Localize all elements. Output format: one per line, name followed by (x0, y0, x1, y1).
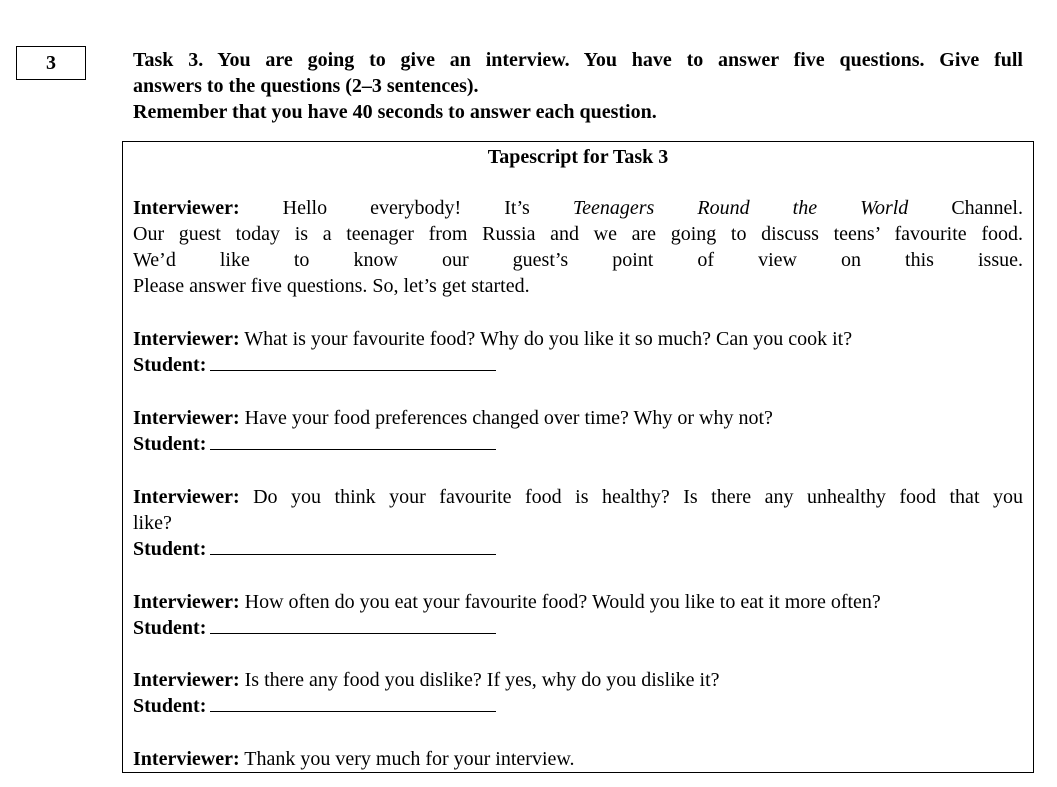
answer-blank-4[interactable] (210, 615, 496, 634)
student-label: Student: (133, 538, 207, 560)
task-number-box (16, 46, 86, 80)
interviewer-label: Interviewer: (133, 407, 240, 429)
intro-speaker: Interviewer: (133, 197, 240, 219)
closing-text: Thank you very much for your interview. (239, 748, 575, 770)
question-block-5 (133, 667, 1023, 719)
interviewer-label: Interviewer: (133, 486, 240, 508)
question-4 (133, 589, 1023, 615)
closing-block (133, 746, 1023, 772)
interviewer-label: Interviewer: (133, 748, 240, 770)
channel-name: Teenagers Round the World (572, 197, 909, 219)
question-3-continued: like? (133, 512, 172, 534)
question-2-text: Have your food preferences changed over time? Why or why not? (239, 407, 773, 429)
student-answer-1 (133, 352, 1023, 378)
student-label: Student: (133, 433, 207, 455)
interviewer-label: Interviewer: (133, 328, 240, 350)
task-number: 3 (46, 51, 56, 74)
answer-blank-3[interactable] (210, 536, 496, 555)
instructions-line-2: answers to the questions (2–3 sentences). (133, 75, 479, 97)
question-3 (133, 484, 1023, 510)
student-label: Student: (133, 695, 207, 717)
student-answer-3 (133, 536, 1023, 562)
student-label: Student: (133, 354, 207, 376)
intro-line-1 (133, 195, 1023, 221)
question-1-text: What is your favourite food? Why do you like it so much? Can you cook it? (239, 328, 853, 350)
intro-line-3: We’d like to know our guest’s point of view on this issue. (133, 249, 1023, 271)
question-2 (133, 405, 1023, 431)
question-block-1 (133, 326, 1023, 378)
instructions-line-3: Remember that you have 40 seconds to answer each question. (133, 101, 657, 123)
student-answer-5 (133, 693, 1023, 719)
question-block-3 (133, 484, 1023, 562)
closing-line (133, 746, 1023, 772)
question-block-4 (133, 589, 1023, 641)
intro-channel-word: Channel. (908, 197, 1023, 219)
question-block-2 (133, 405, 1023, 457)
intro-line-2: Our guest today is a teenager from Russia and we are going to discuss teens’ favourite food. (133, 223, 1023, 245)
question-5-text: Is there any food you dislike? If yes, why do you dislike it? (239, 669, 720, 691)
instructions-line-1: Task 3. You are going to give an interview. You have to answer five questions. Give full (133, 49, 1023, 71)
intro-greeting: Hello everybody! It’s (239, 197, 573, 219)
intro-paragraph (133, 195, 1023, 299)
student-label: Student: (133, 617, 207, 639)
question-5 (133, 667, 1023, 693)
question-4-text: How often do you eat your favourite food? Would you like to eat it more often? (239, 591, 881, 613)
answer-blank-2[interactable] (210, 431, 496, 450)
intro-line-4: Please answer five questions. So, let’s get started. (133, 275, 530, 297)
interviewer-label: Interviewer: (133, 591, 240, 613)
tapescript-box (122, 141, 1034, 773)
task-instructions (133, 47, 1023, 125)
question-1 (133, 326, 1023, 352)
answer-blank-1[interactable] (210, 352, 496, 371)
student-answer-4 (133, 615, 1023, 641)
question-3-text: Do you think your favourite food is healthy? Is there any unhealthy food that you (239, 486, 1023, 508)
tapescript-title: Tapescript for Task 3 (487, 146, 669, 168)
student-answer-2 (133, 431, 1023, 457)
interviewer-label: Interviewer: (133, 669, 240, 691)
answer-blank-5[interactable] (210, 693, 496, 712)
